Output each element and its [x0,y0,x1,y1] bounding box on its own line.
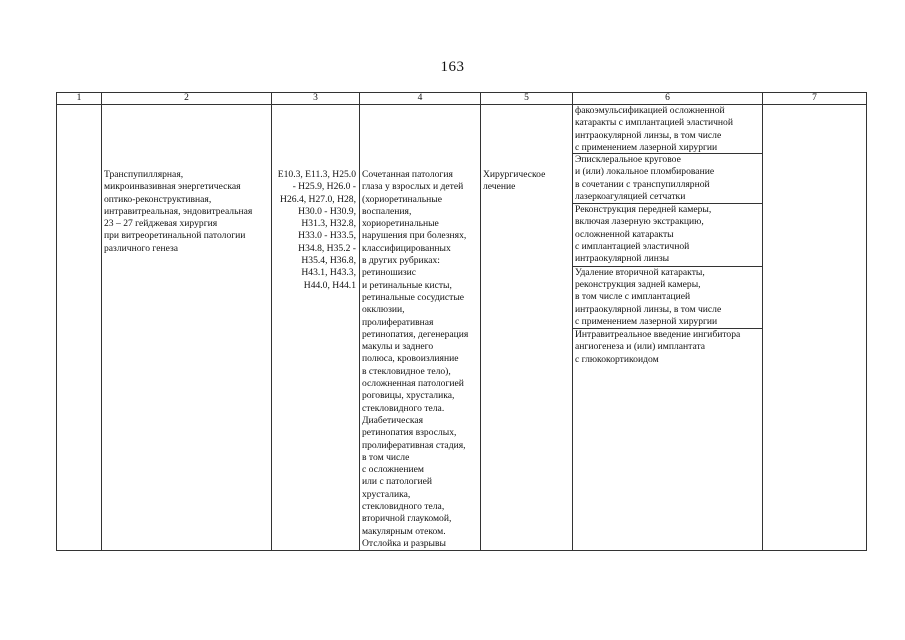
column-header-2: 2 [102,93,272,105]
treatment-type-cell: Хирургическое лечение [481,105,573,551]
column-header-5: 5 [481,93,573,105]
column-header-3: 3 [272,93,360,105]
header-row [57,93,867,105]
column-header-1: 1 [57,93,102,105]
patient-model-cell: Сочетанная патология глаза у взрослых и детей (хориоретинальные воспаления, хориоретинальные нарушения при болезнях, классифицированных в других рубриках: ретиношизис и ретинальные кисты, ретинальные сосудистые окклюзии, пролиферативная ретинопатия, дегенерация макулы и заднего полюса, кровоизлияние в стекловидное тело), осложненная патологией роговицы, хрусталика, стекловидного тела. Диабетическая ретинопатия взрослых, пролиферативная стадия, в том числе с осложнением или с патологией хрусталика, стекловидного тела, вторичной глаукомой, макулярным отеком. Отслойка и разрывы [360,105,481,551]
table-row [57,105,867,551]
column-header-4: 4 [360,93,481,105]
column-header-7: 7 [763,93,867,105]
row-number-cell [57,105,102,551]
services-table [56,92,867,551]
method-name-cell: Транспупиллярная, микроинвазивная энергетическая оптико-реконструктивная, интравитреальная, эндовитреальная 23 – 27 гейджевая хирургия при витреоретинальной патологии различного генеза [102,105,272,551]
extra-column-cell [763,105,867,551]
treatment-method-item: Удаление вторичной катаракты, реконструкция задней камеры, в том числе с имплантацией интраокулярной линзы, в том числе с применением лазерной хирургии [573,266,762,328]
icd-codes-cell: E10.3, E11.3, H25.0 - H25.9, H26.0 - H26.4, H27.0, H28, H30.0 - H30.9, H31.3, H32.8, H33.0 - H33.5, H34.8, H35.2 - H35.4, H36.8, H43.1, H43.3, H44.0, H44.1 [272,105,360,551]
treatment-methods-cell [573,105,763,551]
treatment-method-item: Интравитреальное введение ингибитора ангиогенеза и (или) имплантата с глюкокортикоидом [573,328,762,366]
treatment-method-item: Эписклеральное круговое и (или) локальное пломбирование в сочетании с транспупиллярной лазеркоагуляцией сетчатки [573,153,762,203]
column-header-6: 6 [573,93,763,105]
treatment-method-item: Реконструкция передней камеры, включая лазерную экстракцию, осложненной катаракты с имплантацией эластичной интраокулярной линзы [573,203,762,265]
page-number: 163 [440,59,465,75]
treatment-method-continued: факоэмульсификацией осложненной катаракты с имплантацией эластичной интраокулярной линзы, в том числе с применением лазерной хирургии [575,105,733,153]
